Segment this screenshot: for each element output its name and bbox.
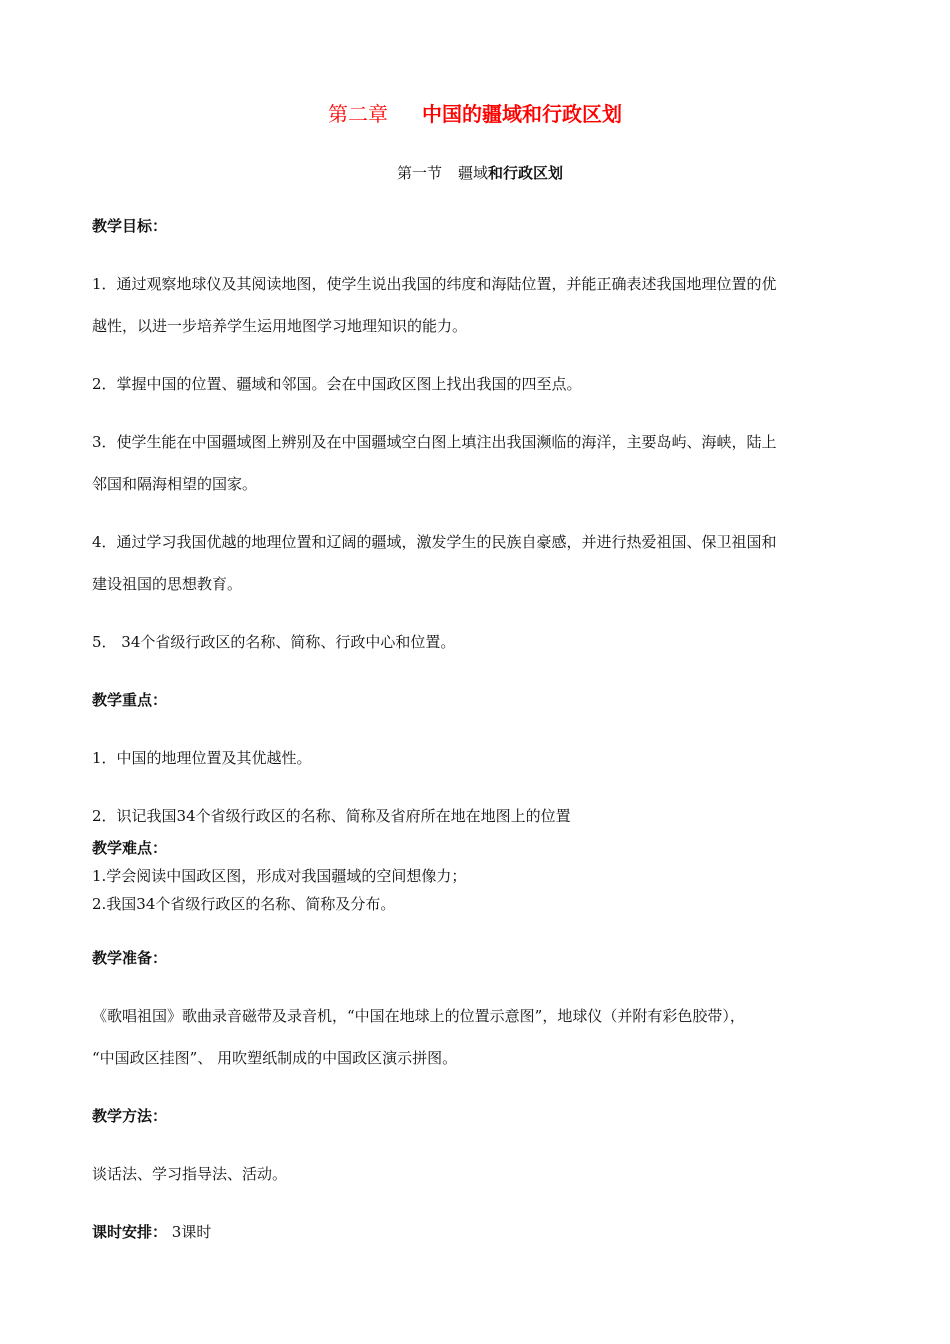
key-point-1: 1．中国的地理位置及其优越性。	[92, 749, 312, 767]
preparation-line-2: “中国政区挂图”、 用吹塑纸制成的中国政区演示拼图。	[92, 1049, 458, 1067]
objective-1-line-1: 1．通过观察地球仪及其阅读地图，使学生说出我国的纬度和海陆位置，并能正确表述我国地理位置的优	[92, 275, 777, 293]
objective-5: 5． 34个省级行政区的名称、简称、行政中心和位置。	[92, 633, 456, 651]
objective-3-line-1: 3．使学生能在中国疆域图上辨别及在中国疆域空白图上填注出我国濒临的海洋，主要岛屿、海峡，陆上	[92, 433, 777, 451]
chapter-name: 中国的疆域和行政区划	[422, 102, 622, 126]
section-title	[0, 162, 950, 183]
schedule-heading: 课时安排：	[92, 1223, 168, 1241]
preparation-line-1: 《歌唱祖国》歌曲录音磁带及录音机，“中国在地球上的位置示意图”，地球仪（并附有彩色胶带），	[92, 1007, 745, 1025]
objective-4-line-2: 建设祖国的思想教育。	[92, 575, 243, 593]
objective-4-line-1: 4．通过学习我国优越的地理位置和辽阔的疆域，激发学生的民族自豪感，并进行热爱祖国、保卫祖国和	[92, 533, 777, 551]
chapter-number: 第二章	[328, 102, 388, 126]
chapter-title	[0, 98, 950, 127]
section-name-part2: 和行政区划	[488, 164, 564, 182]
difficulty-2: 2.我国34个省级行政区的名称、简称及分布。	[92, 895, 396, 913]
key-points-heading: 教学重点：	[92, 691, 168, 709]
objectives-heading: 教学目标：	[92, 217, 168, 235]
schedule-text: 3课时	[167, 1223, 212, 1241]
section-name-part1: 疆域	[457, 164, 488, 182]
difficulties-heading: 教学难点：	[92, 839, 168, 857]
objective-2: 2．掌握中国的位置、疆域和邻国。会在中国政区图上找出我国的四至点。	[92, 375, 582, 393]
key-point-2: 2．识记我国34个省级行政区的名称、简称及省府所在地在地图上的位置	[92, 807, 571, 825]
schedule-row	[92, 1222, 862, 1242]
preparation-heading: 教学准备：	[92, 949, 168, 967]
difficulty-1: 1.学会阅读中国政区图，形成对我国疆域的空间想像力；	[92, 867, 467, 885]
objective-3-line-2: 邻国和隔海相望的国家。	[92, 475, 258, 493]
methods-heading: 教学方法：	[92, 1107, 168, 1125]
methods-text: 谈话法、学习指导法、活动。	[92, 1165, 288, 1183]
section-number: 第一节	[396, 164, 442, 182]
objective-1-line-2: 越性，以进一步培养学生运用地图学习地理知识的能力。	[92, 317, 468, 335]
